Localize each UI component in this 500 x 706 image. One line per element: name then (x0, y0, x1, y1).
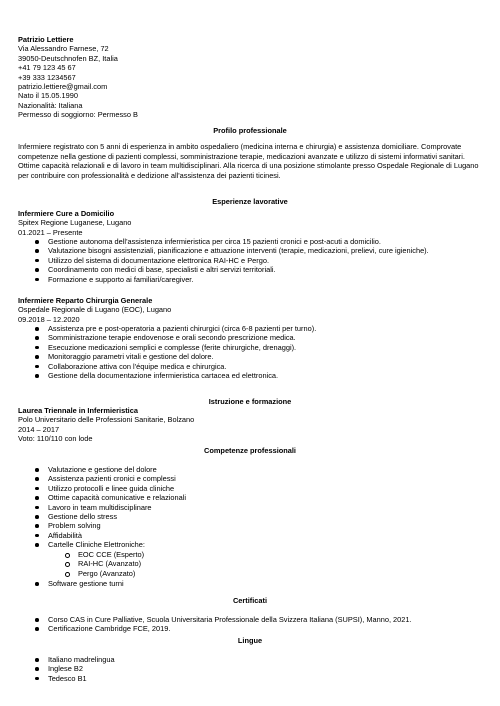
list-item: Utilizzo protocolli e linee guida cliniche (18, 484, 488, 493)
education-block (18, 406, 194, 444)
list-item: Utilizzo del sistema di documentazione elettronica RAI-HC e Pergo. (18, 256, 488, 265)
list-item: Gestione della documentazione infermieristica cartacea ed elettronica. (18, 371, 488, 380)
list-item: Monitoraggio parametri vitali e gestione del dolore. (18, 352, 488, 361)
certificates-list (18, 615, 488, 634)
list-item: Italiano madrelingua (18, 655, 488, 664)
list-item: Cartelle Cliniche Elettroniche: (18, 540, 488, 549)
list-item: Esecuzione medicazioni semplici e complesse (ferite chirurgiche, drenaggi). (18, 343, 488, 352)
residence-permit: Permesso di soggiorno: Permesso B (18, 110, 138, 120)
candidate-name: Patrizio Lettiere (18, 35, 74, 44)
phone-2: +39 333 1234567 (18, 72, 76, 82)
list-item: Certificazione Cambridge FCE, 2019. (18, 624, 488, 633)
list-item: Tedesco B1 (18, 674, 488, 683)
nationality: Nazionalità: Italiana (18, 100, 83, 110)
address-line-1: Via Alessandro Farnese, 72 (18, 44, 109, 54)
job-1-tasks (18, 237, 488, 284)
list-item: Pergo (Avanzato) (18, 569, 488, 578)
job-2-tasks (18, 324, 488, 380)
list-item: Ottime capacità comunicative e relazionali (18, 493, 488, 502)
ehr-sublist (18, 550, 488, 578)
education-period: 2014 – 2017 (18, 424, 60, 434)
job-2-role: Infermiere Reparto Chirurgia Generale (18, 296, 153, 305)
list-item: Problem solving (18, 521, 488, 530)
certificates-heading: Certificati (232, 596, 268, 605)
list-item: Corso CAS in Cure Palliative, Scuola Universitaria Professionale della Svizzera Italiana (SUPSI), Manno, 2021. (18, 615, 488, 624)
list-item: Valutazione bisogni assistenziali, pianificazione e attuazione interventi (terapie, medicazioni, prelievi, cure igieniche). (18, 246, 488, 255)
list-item: Collaborazione attiva con l'équipe medica e chirurgica. (18, 362, 488, 371)
job-1-role: Infermiere Cure a Domicilio (18, 209, 115, 218)
list-item: RAI-HC (Avanzato) (18, 559, 488, 568)
contact-block (18, 35, 138, 120)
list-item: Gestione dello stress (18, 512, 488, 521)
list-item: Valutazione e gestione del dolore (18, 465, 488, 474)
job-2-employer: Ospedale Regionale di Lugano (EOC), Lugano (18, 305, 172, 315)
job-1-header (18, 209, 131, 237)
list-item: Gestione autonoma dell'assistenza infermieristica per circa 15 pazienti cronici e post-acuti a domicilio. (18, 237, 488, 246)
education-heading: Istruzione e formazione (208, 397, 292, 406)
phone-1: +41 79 123 45 67 (18, 63, 76, 73)
list-item: Assistenza pre e post-operatoria a pazienti chirurgici (circa 6-8 pazienti per turno). (18, 324, 488, 333)
list-item: Formazione e supporto ai familiari/caregiver. (18, 275, 488, 284)
list-item: Inglese B2 (18, 664, 488, 673)
list-item: Assistenza pazienti cronici e complessi (18, 474, 488, 483)
skills-list (18, 465, 488, 550)
job-2-header (18, 296, 171, 324)
education-grade: Voto: 110/110 con lode (18, 434, 93, 444)
email: patrizio.lettiere@gmail.com (18, 82, 108, 92)
list-item: EOC CCE (Esperto) (18, 550, 488, 559)
experience-heading: Esperienze lavorative (212, 197, 288, 206)
skills-heading: Competenze professionali (204, 446, 296, 455)
job-1-period: 01.2021 – Presente (18, 227, 83, 237)
school-name: Polo Universitario delle Professioni Sanitarie, Bolzano (18, 415, 195, 425)
languages-heading: Lingue (237, 636, 263, 645)
list-item: Coordinamento con medici di base, specialisti e altri servizi territoriali. (18, 265, 488, 274)
list-item: Software gestione turni (18, 579, 488, 588)
degree-title: Laurea Triennale in Infermieristica (18, 406, 138, 415)
list-item: Affidabilità (18, 531, 488, 540)
list-item: Lavoro in team multidisciplinare (18, 503, 488, 512)
address-line-2: 39050-Deutschnofen BZ, Italia (18, 53, 118, 63)
profile-heading: Profilo professionale (213, 126, 287, 135)
profile-text: Infermiere registrato con 5 anni di esperienza in ambito ospedaliero (medicina interna e chirurgia) e assistenza domiciliare. Comprovate competenze nella gestione di pazienti complessi, somministrazione terapie, medicazioni avanzate e utilizzo di sistemi informativi sanitari. Ottime capacità relazionali e di lavoro in team multidisciplinari. Alla ricerca di una posizione stimolante presso Ospedale Regionale di Lugano per contribuire con professionalità e dedizione all'assistenza dei pazienti ticinesi. (18, 142, 479, 180)
birth-date: Nato il 15.05.1990 (18, 91, 78, 101)
job-2-period: 09.2018 – 12.2020 (18, 314, 80, 324)
job-1-employer: Spitex Regione Luganese, Lugano (18, 218, 132, 228)
languages-list (18, 655, 488, 683)
list-item: Somministrazione terapie endovenose e orali secondo prescrizione medica. (18, 333, 488, 342)
skills-list-end (18, 579, 488, 588)
